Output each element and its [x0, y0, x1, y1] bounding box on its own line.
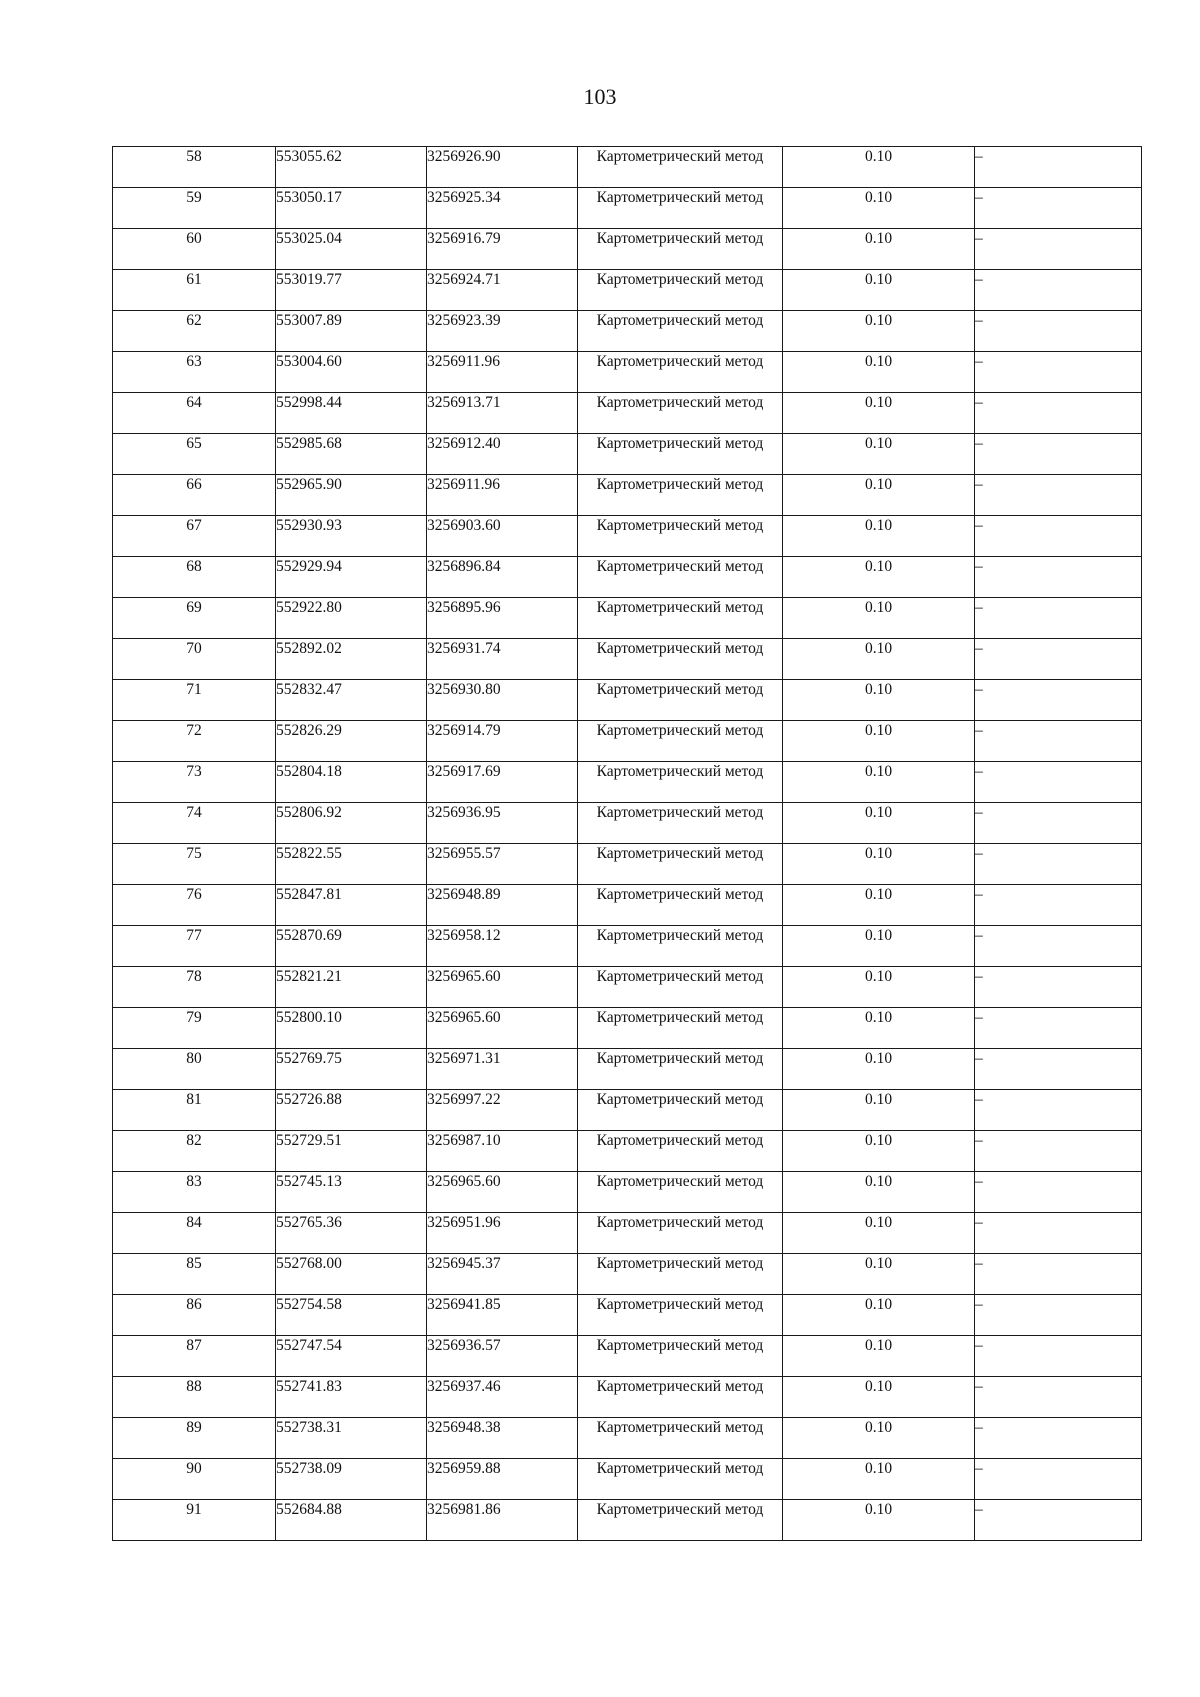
method-cell: Картометрический метод: [578, 1336, 783, 1377]
method-cell: Картометрический метод: [578, 680, 783, 721]
description-cell: –: [975, 311, 1142, 352]
y-coordinate-cell: 3256965.60: [427, 1008, 578, 1049]
x-coordinate-cell: 552826.29: [276, 721, 427, 762]
accuracy-cell: 0.10: [783, 1336, 975, 1377]
point-number-cell: 64: [113, 393, 276, 434]
y-coordinate-cell: 3256941.85: [427, 1295, 578, 1336]
x-coordinate-cell: 552870.69: [276, 926, 427, 967]
accuracy-cell: 0.10: [783, 516, 975, 557]
accuracy-cell: 0.10: [783, 1295, 975, 1336]
point-number-cell: 88: [113, 1377, 276, 1418]
y-coordinate-cell: 3256917.69: [427, 762, 578, 803]
accuracy-cell: 0.10: [783, 926, 975, 967]
description-cell: –: [975, 352, 1142, 393]
method-cell: Картометрический метод: [578, 1131, 783, 1172]
x-coordinate-cell: 552892.02: [276, 639, 427, 680]
y-coordinate-cell: 3256959.88: [427, 1459, 578, 1500]
accuracy-cell: 0.10: [783, 598, 975, 639]
point-number-cell: 70: [113, 639, 276, 680]
description-cell: –: [975, 680, 1142, 721]
x-coordinate-cell: 552998.44: [276, 393, 427, 434]
x-coordinate-cell: 552985.68: [276, 434, 427, 475]
accuracy-cell: 0.10: [783, 1172, 975, 1213]
method-cell: Картометрический метод: [578, 1377, 783, 1418]
table-row: [113, 229, 1142, 270]
x-coordinate-cell: 552741.83: [276, 1377, 427, 1418]
accuracy-cell: 0.10: [783, 1254, 975, 1295]
method-cell: Картометрический метод: [578, 557, 783, 598]
x-coordinate-cell: 552847.81: [276, 885, 427, 926]
point-number-cell: 83: [113, 1172, 276, 1213]
table-row: [113, 1131, 1142, 1172]
description-cell: –: [975, 147, 1142, 188]
x-coordinate-cell: 552765.36: [276, 1213, 427, 1254]
table-row: [113, 926, 1142, 967]
point-number-cell: 73: [113, 762, 276, 803]
accuracy-cell: 0.10: [783, 393, 975, 434]
y-coordinate-cell: 3256948.38: [427, 1418, 578, 1459]
method-cell: Картометрический метод: [578, 147, 783, 188]
point-number-cell: 61: [113, 270, 276, 311]
description-cell: –: [975, 1131, 1142, 1172]
x-coordinate-cell: 552832.47: [276, 680, 427, 721]
point-number-cell: 80: [113, 1049, 276, 1090]
x-coordinate-cell: 552738.09: [276, 1459, 427, 1500]
y-coordinate-cell: 3256923.39: [427, 311, 578, 352]
table-row: [113, 311, 1142, 352]
method-cell: Картометрический метод: [578, 1049, 783, 1090]
description-cell: –: [975, 926, 1142, 967]
x-coordinate-cell: 552822.55: [276, 844, 427, 885]
accuracy-cell: 0.10: [783, 1090, 975, 1131]
table-row: [113, 270, 1142, 311]
point-number-cell: 91: [113, 1500, 276, 1541]
y-coordinate-cell: 3256916.79: [427, 229, 578, 270]
y-coordinate-cell: 3256987.10: [427, 1131, 578, 1172]
accuracy-cell: 0.10: [783, 1049, 975, 1090]
method-cell: Картометрический метод: [578, 1090, 783, 1131]
point-number-cell: 74: [113, 803, 276, 844]
accuracy-cell: 0.10: [783, 680, 975, 721]
description-cell: –: [975, 1377, 1142, 1418]
y-coordinate-cell: 3256937.46: [427, 1377, 578, 1418]
table-row: [113, 1090, 1142, 1131]
y-coordinate-cell: 3256945.37: [427, 1254, 578, 1295]
x-coordinate-cell: 553055.62: [276, 147, 427, 188]
method-cell: Картометрический метод: [578, 270, 783, 311]
y-coordinate-cell: 3256955.57: [427, 844, 578, 885]
y-coordinate-cell: 3256971.31: [427, 1049, 578, 1090]
method-cell: Картометрический метод: [578, 1418, 783, 1459]
y-coordinate-cell: 3256913.71: [427, 393, 578, 434]
description-cell: –: [975, 270, 1142, 311]
accuracy-cell: 0.10: [783, 1500, 975, 1541]
description-cell: –: [975, 1295, 1142, 1336]
accuracy-cell: 0.10: [783, 762, 975, 803]
accuracy-cell: 0.10: [783, 1377, 975, 1418]
point-number-cell: 62: [113, 311, 276, 352]
table-row: [113, 475, 1142, 516]
y-coordinate-cell: 3256948.89: [427, 885, 578, 926]
description-cell: –: [975, 1008, 1142, 1049]
description-cell: –: [975, 229, 1142, 270]
method-cell: Картометрический метод: [578, 434, 783, 475]
description-cell: –: [975, 844, 1142, 885]
table-row: [113, 1418, 1142, 1459]
y-coordinate-cell: 3256958.12: [427, 926, 578, 967]
x-coordinate-cell: 552754.58: [276, 1295, 427, 1336]
table-row: [113, 352, 1142, 393]
x-coordinate-cell: 552806.92: [276, 803, 427, 844]
table-row: [113, 147, 1142, 188]
table-row: [113, 1336, 1142, 1377]
description-cell: –: [975, 885, 1142, 926]
y-coordinate-cell: 3256903.60: [427, 516, 578, 557]
accuracy-cell: 0.10: [783, 188, 975, 229]
point-number-cell: 86: [113, 1295, 276, 1336]
x-coordinate-cell: 552726.88: [276, 1090, 427, 1131]
method-cell: Картометрический метод: [578, 393, 783, 434]
y-coordinate-cell: 3256914.79: [427, 721, 578, 762]
table-row: [113, 1295, 1142, 1336]
y-coordinate-cell: 3256951.96: [427, 1213, 578, 1254]
table-row: [113, 1213, 1142, 1254]
x-coordinate-cell: 552768.00: [276, 1254, 427, 1295]
description-cell: –: [975, 762, 1142, 803]
point-number-cell: 89: [113, 1418, 276, 1459]
method-cell: Картометрический метод: [578, 1459, 783, 1500]
point-number-cell: 68: [113, 557, 276, 598]
point-number-cell: 71: [113, 680, 276, 721]
x-coordinate-cell: 552804.18: [276, 762, 427, 803]
description-cell: –: [975, 434, 1142, 475]
description-cell: –: [975, 598, 1142, 639]
description-cell: –: [975, 1049, 1142, 1090]
x-coordinate-cell: 552729.51: [276, 1131, 427, 1172]
x-coordinate-cell: 552745.13: [276, 1172, 427, 1213]
y-coordinate-cell: 3256926.90: [427, 147, 578, 188]
method-cell: Картометрический метод: [578, 1295, 783, 1336]
method-cell: Картометрический метод: [578, 1213, 783, 1254]
x-coordinate-cell: 552929.94: [276, 557, 427, 598]
point-number-cell: 87: [113, 1336, 276, 1377]
coordinates-table: [112, 146, 1142, 1541]
method-cell: Картометрический метод: [578, 598, 783, 639]
point-number-cell: 66: [113, 475, 276, 516]
accuracy-cell: 0.10: [783, 1459, 975, 1500]
point-number-cell: 78: [113, 967, 276, 1008]
y-coordinate-cell: 3256936.57: [427, 1336, 578, 1377]
point-number-cell: 58: [113, 147, 276, 188]
page-number: 103: [583, 84, 617, 109]
accuracy-cell: 0.10: [783, 721, 975, 762]
y-coordinate-cell: 3256895.96: [427, 598, 578, 639]
table-row: [113, 1459, 1142, 1500]
table-row: [113, 680, 1142, 721]
point-number-cell: 84: [113, 1213, 276, 1254]
method-cell: Картометрический метод: [578, 926, 783, 967]
method-cell: Картометрический метод: [578, 352, 783, 393]
table-row: [113, 516, 1142, 557]
point-number-cell: 75: [113, 844, 276, 885]
description-cell: –: [975, 1500, 1142, 1541]
description-cell: –: [975, 188, 1142, 229]
accuracy-cell: 0.10: [783, 1131, 975, 1172]
description-cell: –: [975, 1213, 1142, 1254]
accuracy-cell: 0.10: [783, 229, 975, 270]
point-number-cell: 59: [113, 188, 276, 229]
method-cell: Картометрический метод: [578, 844, 783, 885]
y-coordinate-cell: 3256965.60: [427, 1172, 578, 1213]
point-number-cell: 81: [113, 1090, 276, 1131]
accuracy-cell: 0.10: [783, 1418, 975, 1459]
description-cell: –: [975, 1418, 1142, 1459]
x-coordinate-cell: 553050.17: [276, 188, 427, 229]
accuracy-cell: 0.10: [783, 352, 975, 393]
description-cell: –: [975, 639, 1142, 680]
accuracy-cell: 0.10: [783, 270, 975, 311]
coordinates-table-body: [113, 147, 1142, 1541]
x-coordinate-cell: 552747.54: [276, 1336, 427, 1377]
method-cell: Картометрический метод: [578, 188, 783, 229]
x-coordinate-cell: 553007.89: [276, 311, 427, 352]
y-coordinate-cell: 3256936.95: [427, 803, 578, 844]
table-row: [113, 1049, 1142, 1090]
x-coordinate-cell: 552738.31: [276, 1418, 427, 1459]
x-coordinate-cell: 552922.80: [276, 598, 427, 639]
x-coordinate-cell: 552821.21: [276, 967, 427, 1008]
accuracy-cell: 0.10: [783, 885, 975, 926]
method-cell: Картометрический метод: [578, 311, 783, 352]
description-cell: –: [975, 1090, 1142, 1131]
description-cell: –: [975, 516, 1142, 557]
description-cell: –: [975, 393, 1142, 434]
table-row: [113, 639, 1142, 680]
y-coordinate-cell: 3256924.71: [427, 270, 578, 311]
x-coordinate-cell: 552965.90: [276, 475, 427, 516]
description-cell: –: [975, 803, 1142, 844]
description-cell: –: [975, 1172, 1142, 1213]
description-cell: –: [975, 721, 1142, 762]
table-row: [113, 1377, 1142, 1418]
table-row: [113, 557, 1142, 598]
table-row: [113, 844, 1142, 885]
method-cell: Картометрический метод: [578, 475, 783, 516]
method-cell: Картометрический метод: [578, 1254, 783, 1295]
x-coordinate-cell: 553025.04: [276, 229, 427, 270]
description-cell: –: [975, 557, 1142, 598]
method-cell: Картометрический метод: [578, 516, 783, 557]
y-coordinate-cell: 3256896.84: [427, 557, 578, 598]
y-coordinate-cell: 3256931.74: [427, 639, 578, 680]
method-cell: Картометрический метод: [578, 1500, 783, 1541]
table-row: [113, 188, 1142, 229]
point-number-cell: 76: [113, 885, 276, 926]
point-number-cell: 63: [113, 352, 276, 393]
description-cell: –: [975, 967, 1142, 1008]
method-cell: Картометрический метод: [578, 885, 783, 926]
description-cell: –: [975, 1459, 1142, 1500]
method-cell: Картометрический метод: [578, 721, 783, 762]
point-number-cell: 69: [113, 598, 276, 639]
accuracy-cell: 0.10: [783, 1008, 975, 1049]
point-number-cell: 85: [113, 1254, 276, 1295]
point-number-cell: 77: [113, 926, 276, 967]
y-coordinate-cell: 3256911.96: [427, 475, 578, 516]
accuracy-cell: 0.10: [783, 434, 975, 475]
accuracy-cell: 0.10: [783, 557, 975, 598]
accuracy-cell: 0.10: [783, 475, 975, 516]
table-row: [113, 885, 1142, 926]
point-number-cell: 82: [113, 1131, 276, 1172]
table-row: [113, 598, 1142, 639]
point-number-cell: 79: [113, 1008, 276, 1049]
x-coordinate-cell: 552800.10: [276, 1008, 427, 1049]
table-row: [113, 1254, 1142, 1295]
x-coordinate-cell: 552930.93: [276, 516, 427, 557]
accuracy-cell: 0.10: [783, 803, 975, 844]
table-row: [113, 762, 1142, 803]
x-coordinate-cell: 552769.75: [276, 1049, 427, 1090]
x-coordinate-cell: 552684.88: [276, 1500, 427, 1541]
method-cell: Картометрический метод: [578, 803, 783, 844]
table-row: [113, 967, 1142, 1008]
y-coordinate-cell: 3256965.60: [427, 967, 578, 1008]
y-coordinate-cell: 3256997.22: [427, 1090, 578, 1131]
accuracy-cell: 0.10: [783, 147, 975, 188]
point-number-cell: 60: [113, 229, 276, 270]
point-number-cell: 72: [113, 721, 276, 762]
x-coordinate-cell: 553004.60: [276, 352, 427, 393]
table-row: [113, 803, 1142, 844]
description-cell: –: [975, 1336, 1142, 1377]
x-coordinate-cell: 553019.77: [276, 270, 427, 311]
method-cell: Картометрический метод: [578, 762, 783, 803]
point-number-cell: 90: [113, 1459, 276, 1500]
accuracy-cell: 0.10: [783, 311, 975, 352]
table-row: [113, 721, 1142, 762]
table-row: [113, 1008, 1142, 1049]
method-cell: Картометрический метод: [578, 1008, 783, 1049]
accuracy-cell: 0.10: [783, 1213, 975, 1254]
y-coordinate-cell: 3256925.34: [427, 188, 578, 229]
table-row: [113, 1172, 1142, 1213]
y-coordinate-cell: 3256930.80: [427, 680, 578, 721]
accuracy-cell: 0.10: [783, 639, 975, 680]
table-row: [113, 1500, 1142, 1541]
method-cell: Картометрический метод: [578, 639, 783, 680]
y-coordinate-cell: 3256911.96: [427, 352, 578, 393]
method-cell: Картометрический метод: [578, 229, 783, 270]
point-number-cell: 65: [113, 434, 276, 475]
point-number-cell: 67: [113, 516, 276, 557]
method-cell: Картометрический метод: [578, 967, 783, 1008]
method-cell: Картометрический метод: [578, 1172, 783, 1213]
y-coordinate-cell: 3256912.40: [427, 434, 578, 475]
table-row: [113, 393, 1142, 434]
table-row: [113, 434, 1142, 475]
y-coordinate-cell: 3256981.86: [427, 1500, 578, 1541]
accuracy-cell: 0.10: [783, 967, 975, 1008]
description-cell: –: [975, 475, 1142, 516]
accuracy-cell: 0.10: [783, 844, 975, 885]
description-cell: –: [975, 1254, 1142, 1295]
